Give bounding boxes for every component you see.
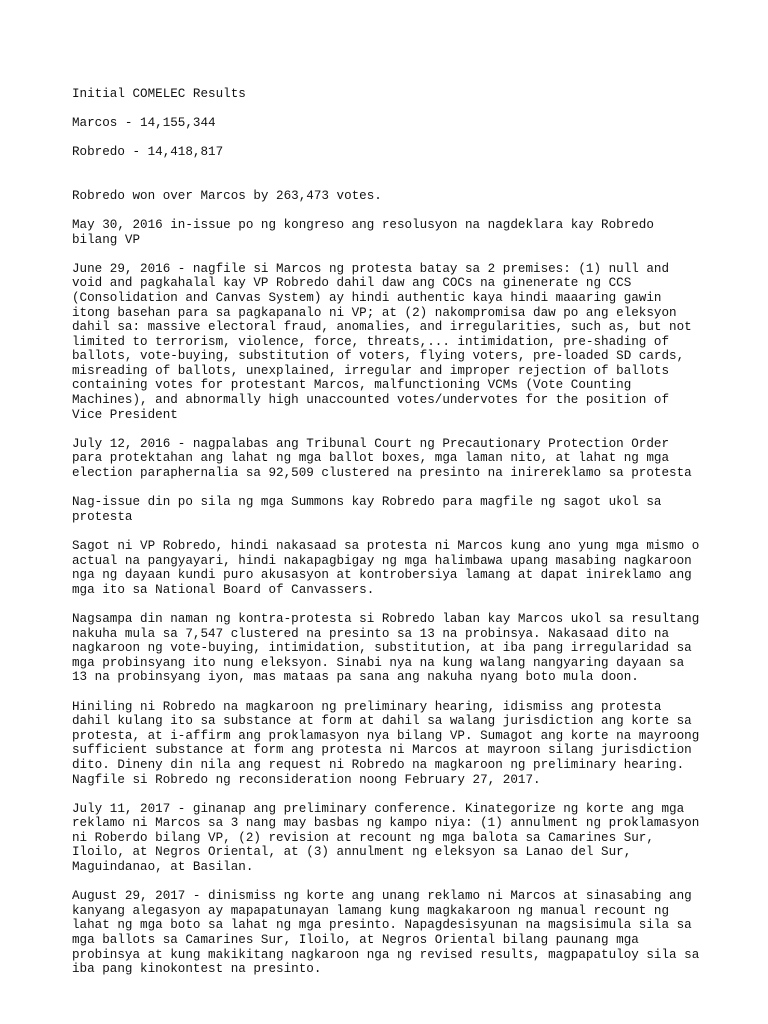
paragraph-june-29-2016: June 29, 2016 - nagfile si Marcos ng protesta batay sa 2 premises: (1) null and void and pagkahalal kay VP Robredo dahil daw ang COCs na ginenerate ng CCS (Consolidation and Canvas System) ay hindi authentic kaya hindi maaaring gawin itong basehan para sa pagkapanalo ni VP; at (2) nakompromisa daw po ang eleksyon dahil sa: massive electoral fraud, anomalies, and irregularities, such as, but not limited to terrorism, violence, force, threats,... intimidation, pre-shading of ballots, vote-buying, substitution of voters, flying voters, pre-loaded SD cards, misreading of ballots, unexplained, irregular and improper rejection of ballots containing votes for protestant Marcos, malfunctioning VCMs (Vote Counting Machines), and abnormally high unaccounted votes/undervotes for the position of Vice President — [72, 261, 692, 422]
paragraph-preliminary-hearing: Hiniling ni Robredo na magkaroon ng preliminary hearing, idismiss ang protesta dahil kulang ito sa substance at form at dahil sa walang jurisdiction ang korte sa protesta, at i-affirm ang proklamasyon nya bilang VP. Sumagot ang korte na mayroong sufficient substance at form ang protesta ni Marcos at mayroon silang jurisdiction dito. Dineny din nila ang request ni Robredo na magkaroon ng preliminary hearing. Nagfile si Robredo ng reconsideration noong February 27, 2017. — [72, 699, 700, 787]
paragraph-july-12-2016: July 12, 2016 - nagpalabas ang Tribunal Court ng Precautionary Protection Order para protektahan ang lahat ng mga ballot boxes, mga laman nito, at lahat ng mga election paraphernalia sa 92,509 clustered na presinto na inirereklamo sa protesta — [72, 436, 692, 481]
header-robredo-result: Robredo - 14,418,817 — [72, 144, 224, 159]
results-header — [72, 72, 712, 174]
header-marcos-result: Marcos - 14,155,344 — [72, 115, 216, 130]
paragraph-july-11-2017: July 11, 2017 - ginanap ang preliminary conference. Kinategorize ng korte ang mga reklamo ni Marcos sa 3 nang may basbas ng kampo niya: (1) annulment ng proklamasyon ni Roberdo bilang VP, (2) revision at recount ng mga balota sa Camarines Sur, Iloilo, at Negros Oriental, at (3) annulment ng eleksyon sa Lanao del Sur, Maguindanao, at Basilan. — [72, 801, 700, 875]
header-title: Initial COMELEC Results — [72, 86, 246, 101]
paragraph-may-30-2016: May 30, 2016 in-issue po ng kongreso ang resolusyon na nagdeklara kay Robredo bilang VP — [72, 217, 654, 247]
paragraph-counter-protest: Nagsampa din naman ng kontra-protesta si Robredo laban kay Marcos ukol sa resultang nakuha mula sa 7,547 clustered na presinto sa 13 na probinsya. Nakasaad dito na nagkaroon ng vote-buying, intimidation, substitution, at iba pang irregularidad sa mga probinsyang ito nung eleksyon. Sinabi nya na kung walang nangyaring dayaan sa 13 na probinsyang iyon, mas mataas pa sana ang nakuha nyang boto mula doon. — [72, 611, 700, 685]
paragraph-august-29-2017: August 29, 2017 - dinismiss ng korte ang unang reklamo ni Marcos at sinasabing ang kanyang alegasyon ay mapapatunayan lamang kung magkakaroon ng manual recount ng lahat ng mga boto sa lahat ng mga presinto. Napagdesisyunan na magsisimula sila sa mga ballots sa Camarines Sur, Iloilo, at Negros Oriental bilang paunang mga probinsya at kung makikitang nagkaroon nga ng revised results, magpapatuloy sila sa iba pang kinokontest na presinto. — [72, 889, 700, 977]
paragraph-robredo-answer: Sagot ni VP Robredo, hindi nakasaad sa protesta ni Marcos kung ano yung mga mismo o actual na pangyayari, hindi nakapagbigay ng mga halimbawa upang masabing nagkaroon nga ng dayaan kundi puro akusasyon at kontrobersiya lamang at dapat inireklamo ang mga ito sa National Board of Canvassers. — [72, 539, 700, 597]
paragraph-summons: Nag-issue din po sila ng mga Summons kay Robredo para magfile ng sagot ukol sa protesta — [72, 495, 662, 524]
paragraph-result-summary: Robredo won over Marcos by 263,473 votes. — [72, 188, 382, 203]
document-page — [72, 72, 712, 991]
